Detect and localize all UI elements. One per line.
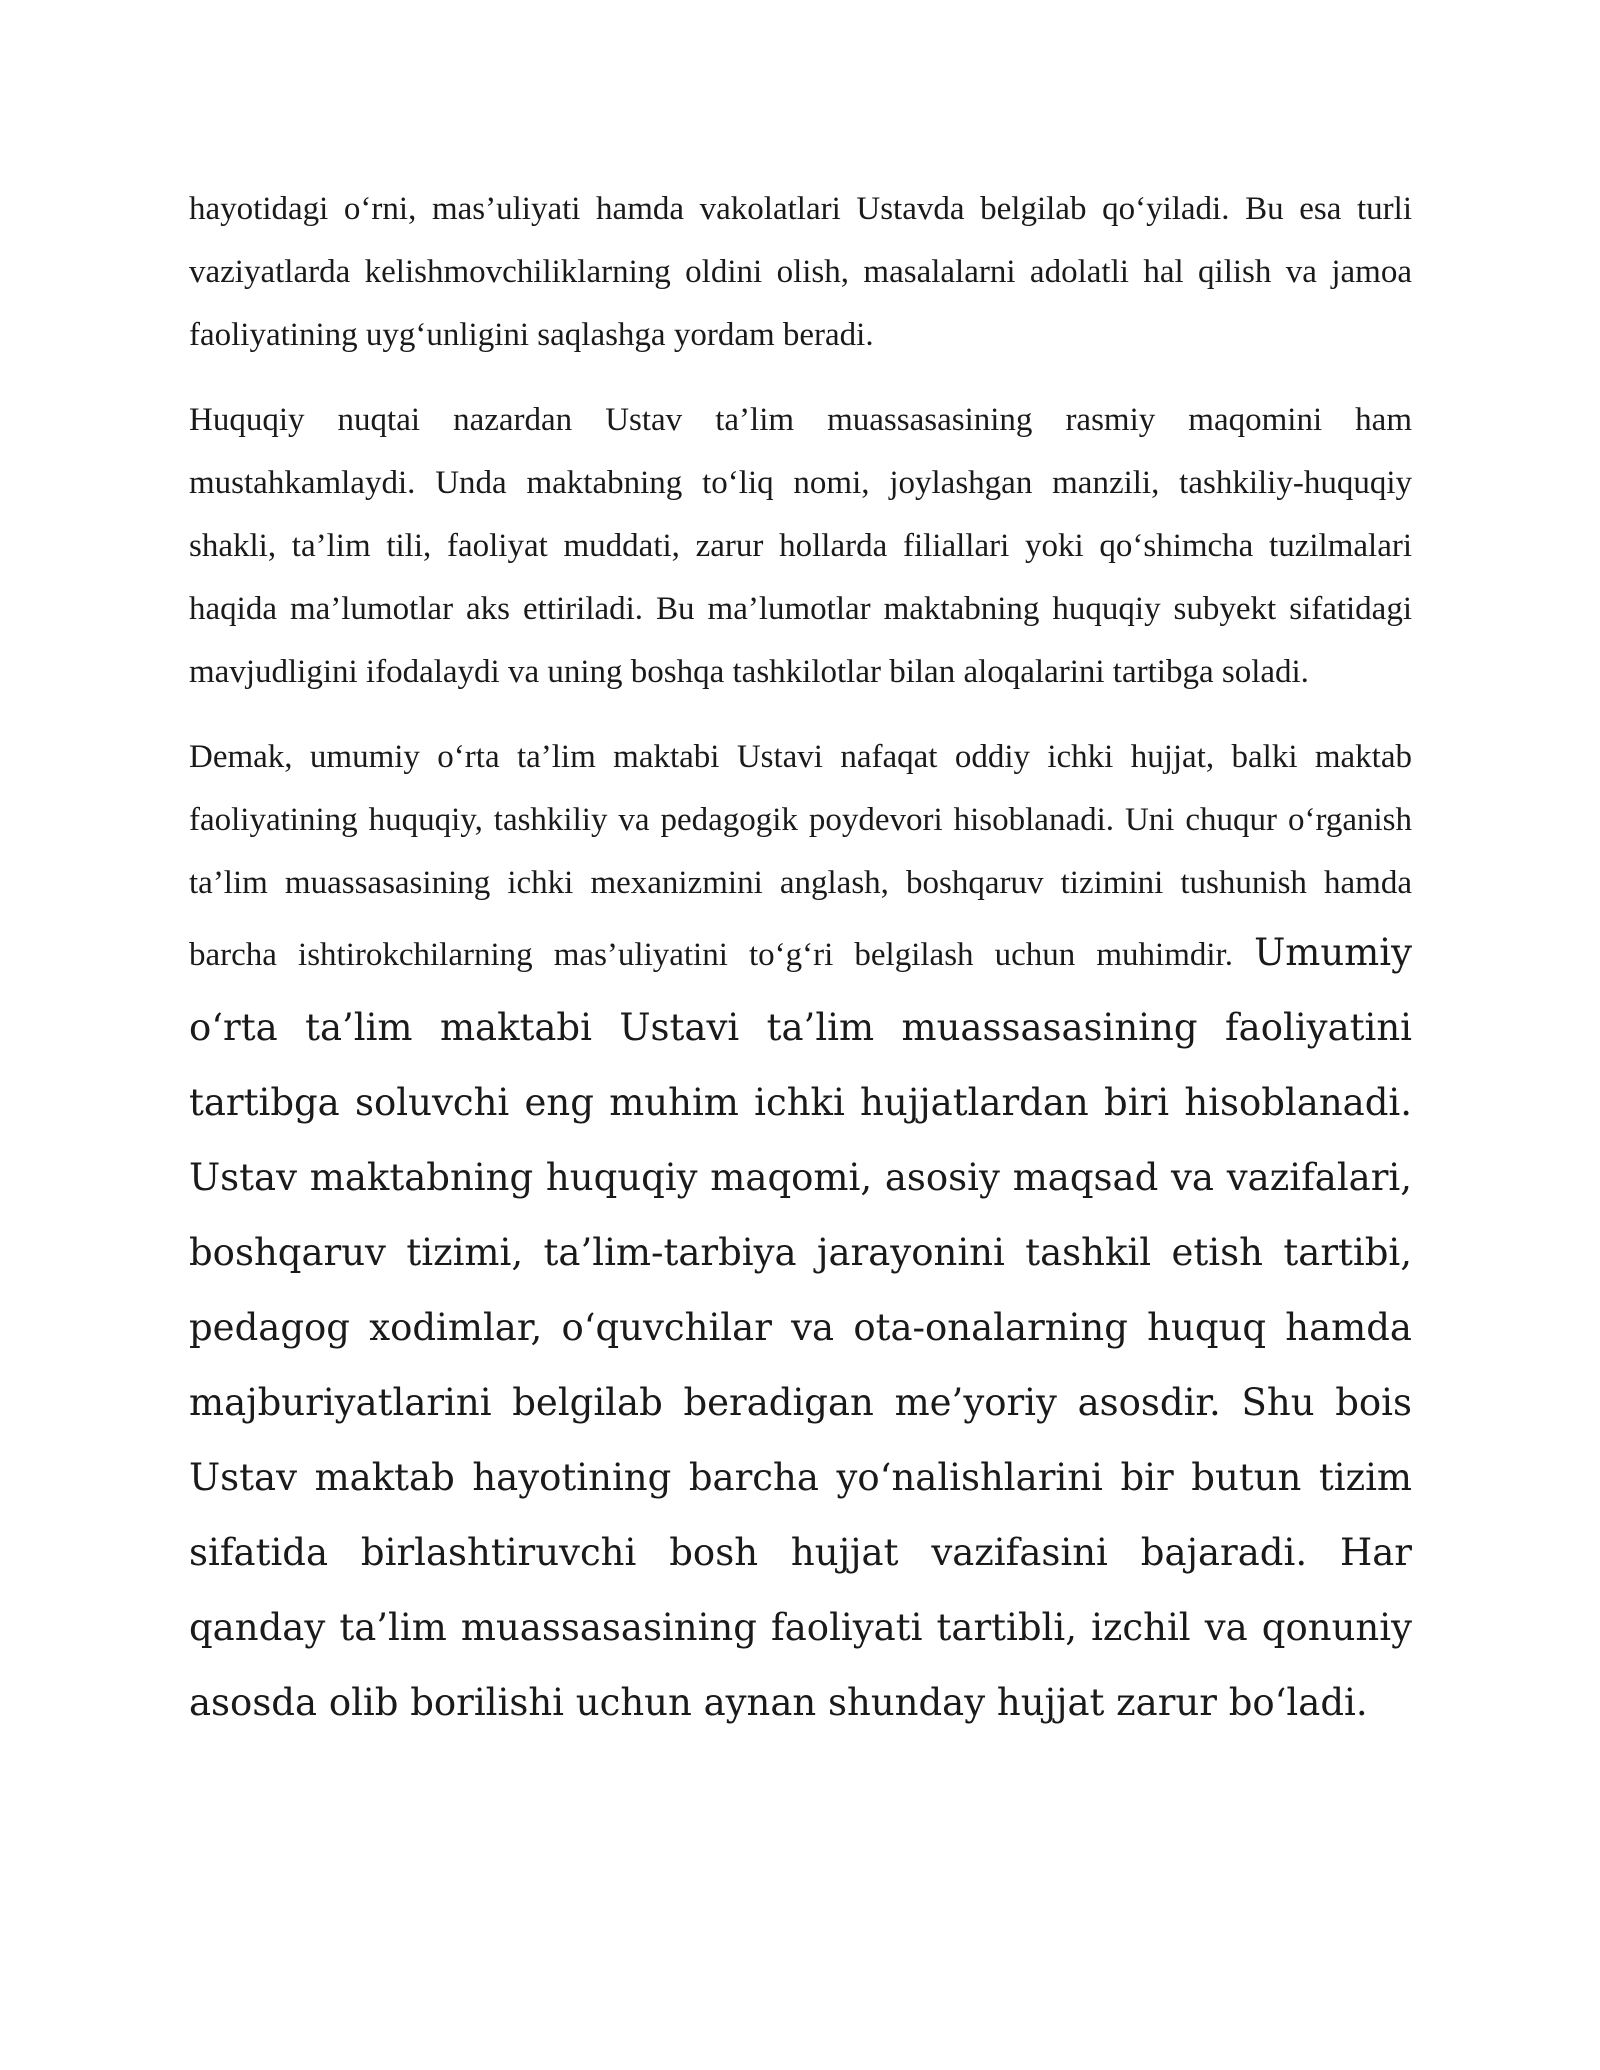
conclusion-text-large: Umumiy o‘rta ta’lim maktabi Ustavi ta’lim muassasasining faoliyatini tartibga soluvchi eng muhim ichki hujjatlardan biri hisoblanadi. Ustav maktabning huquqiy maqomi, asosiy maqsad va vazifalari, boshqaruv tizimi, ta’lim-tarbiya jarayonini tashkil etish tartibi, pedagog xodimlar, o‘quvchilar va ota-onalarning huquq hamda majburiyatlarini belgilab beradigan me’yoriy asosdir. Shu bois Ustav maktab hayotining barcha yo‘nalishlarini bir butun tizim sifatida birlashtiruvchi bosh hujjat vazifasini bajaradi. Har qanday ta’lim muassasasining faoliyati tartibli, izchil va qonuniy asosda olib borilishi uchun aynan shunday hujjat zarur bo‘ladi. — [189, 931, 1412, 1724]
paragraph-conclusion — [189, 726, 1412, 1740]
paragraph-role-in-school-life: hayotidagi o‘rni, mas’uliyati hamda vakolatlari Ustavda belgilab qo‘yiladi. Bu esa turli vaziyatlarda kelishmovchiliklarning oldini olish, masalalarni adolatli hal qilish va jamoa faoliyatining uyg‘unligini saqlashga yordam beradi. — [189, 191, 1412, 353]
document-body — [189, 178, 1412, 1740]
conclusion-text-small: Demak, umumiy o‘rta ta’lim maktabi Ustavi nafaqat oddiy ichki hujjat, balki maktab faoliyatining huquqiy, tashkiliy va pedagogik poydevori hisoblanadi. Uni chuqur o‘rganish ta’lim muassasasining ichki mexanizmini anglash, boshqaruv tizimini tushunish hamda barcha ishtirokchilarning mas’uliyatini to‘g‘ri belgilash uchun muhimdir. — [189, 739, 1412, 973]
paragraph-legal-status: Huquqiy nuqtai nazardan Ustav ta’lim muassasasining rasmiy maqomini ham mustahkamlaydi. Unda maktabning to‘liq nomi, joylashgan manzili, tashkiliy-huquqiy shakli, ta’lim tili, faoliyat muddati, zarur hollarda filiallari yoki qo‘shimcha tuzilmalari haqida ma’lumotlar aks ettiriladi. Bu ma’lumotlar maktabning huquqiy subyekt sifatidagi mavjudligini ifodalaydi va uning boshqa tashkilotlar bilan aloqalarini tartibga soladi. — [189, 402, 1412, 690]
